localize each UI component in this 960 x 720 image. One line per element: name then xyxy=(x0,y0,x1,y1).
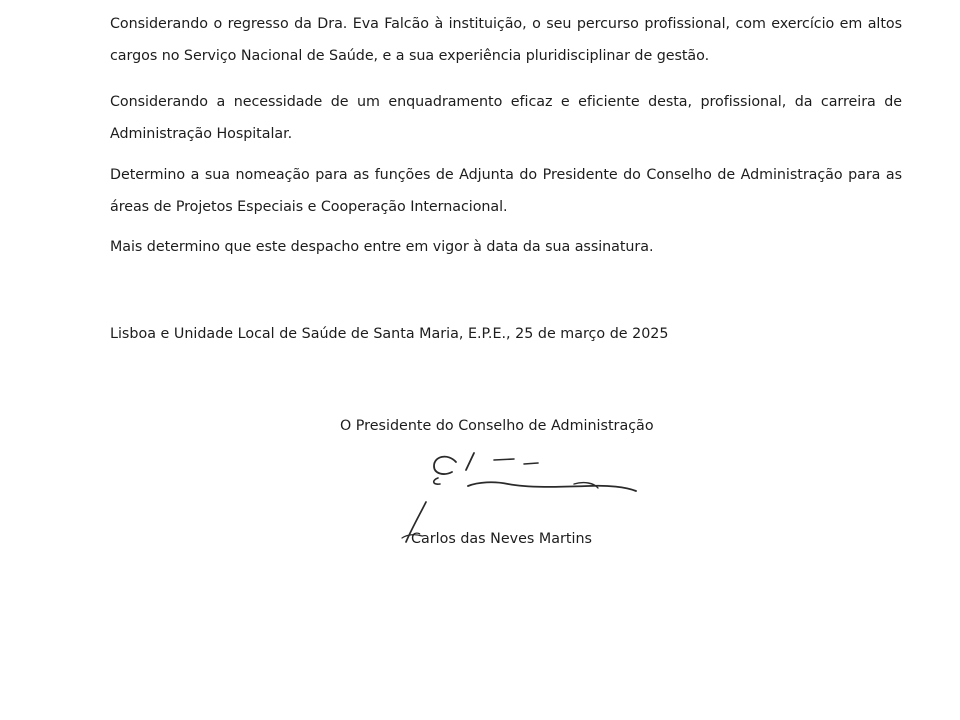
paragraph-return-considerations: Considerando o regresso da Dra. Eva Falcão à instituição, o seu percurso profissional, com exercício em altos cargos no Serviço Nacional de Saúde, e a sua experiência pluridisciplinar de gestão. xyxy=(110,16,902,64)
dateline: Lisboa e Unidade Local de Saúde de Santa Maria, E.P.E., 25 de março de 2025 xyxy=(110,326,669,342)
paragraph-effective-date: Mais determino que este despacho entre em vigor à data da sua assinatura. xyxy=(110,239,654,255)
signer-name: Carlos das Neves Martins xyxy=(411,531,592,547)
paragraph-appointment: Determino a sua nomeação para as funções de Adjunta do Presidente do Conselho de Administração para as áreas de Projetos Especiais e Cooperação Internacional. xyxy=(110,167,902,215)
paragraph-career-framework: Considerando a necessidade de um enquadramento eficaz e eficiente desta, profissional, da carreira de Administração Hospitalar. xyxy=(110,94,902,142)
signer-role: O Presidente do Conselho de Administração xyxy=(340,418,654,434)
